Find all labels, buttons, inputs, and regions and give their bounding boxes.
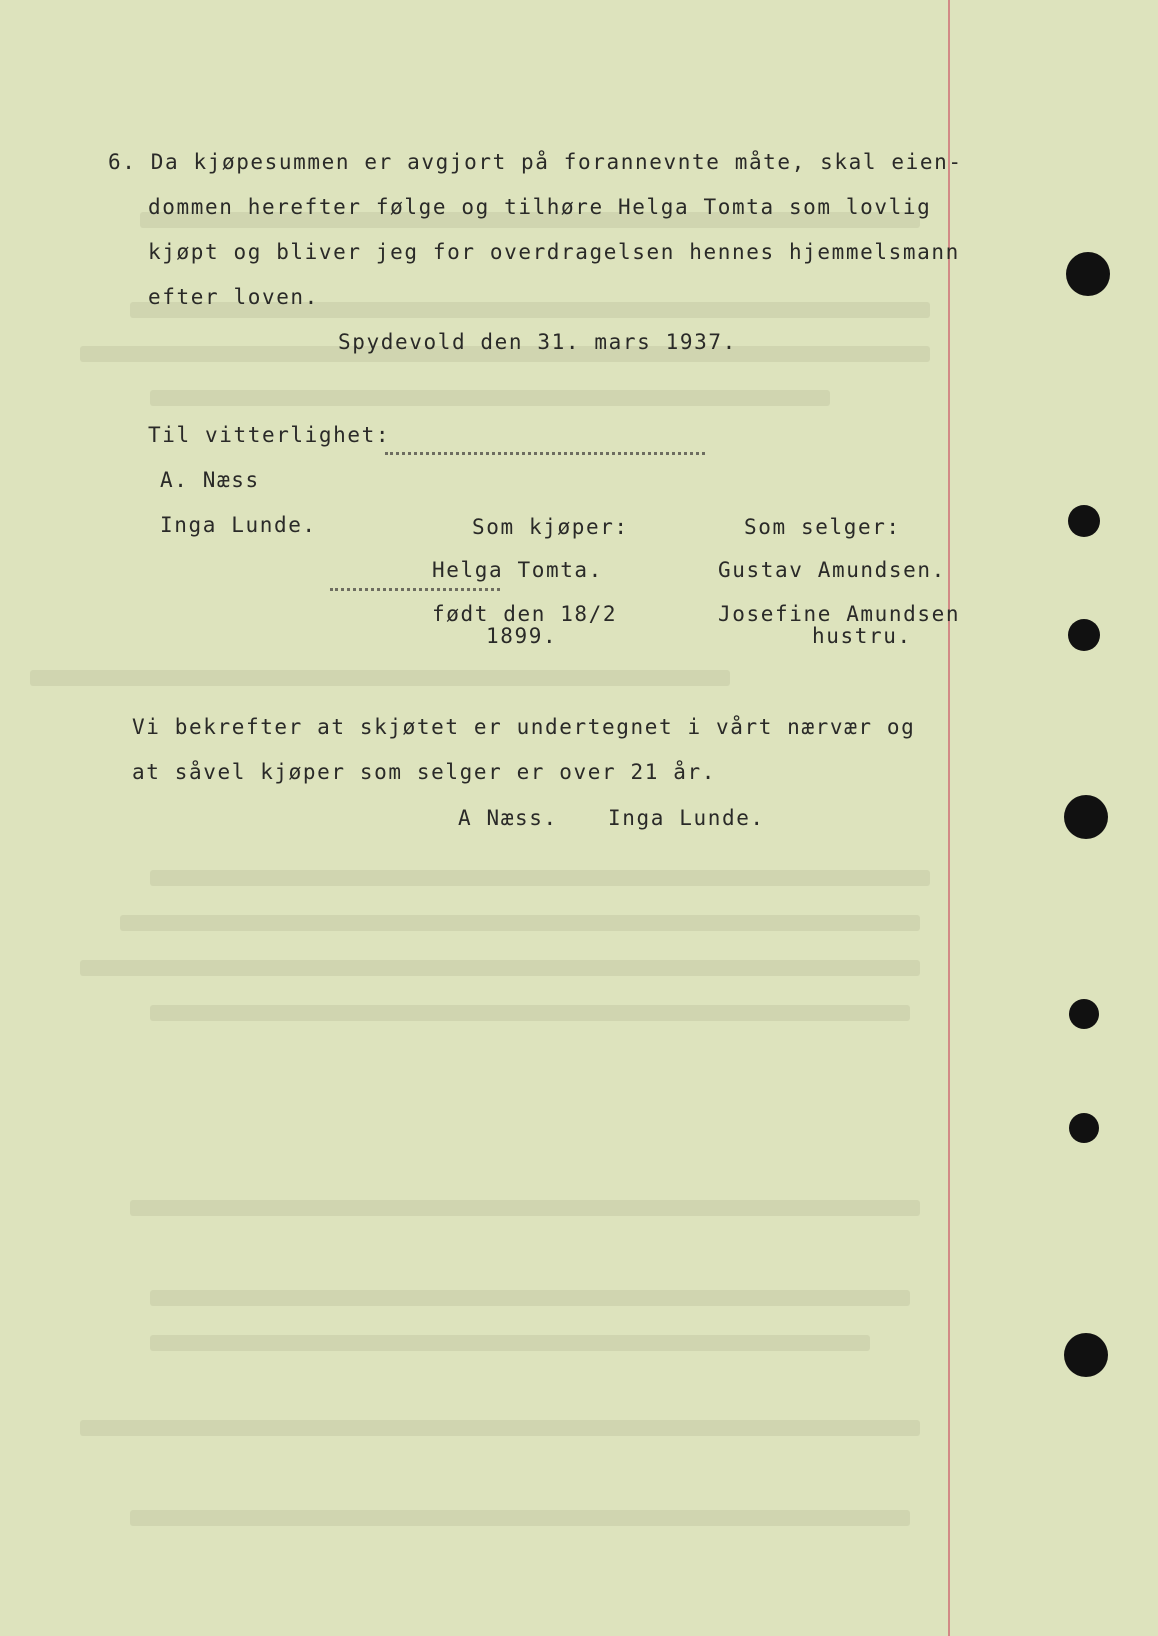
witness-name: Inga Lunde. [160, 513, 317, 537]
buyer-name: Helga Tomta. [432, 558, 603, 582]
seller-name: Josefine Amundsen [718, 602, 961, 626]
seller-name: Gustav Amundsen. [718, 558, 946, 582]
bleed-through-text [80, 1420, 920, 1436]
clause-line: efter loven. [148, 285, 319, 309]
confirmation-line: at såvel kjøper som selger er over 21 år. [132, 760, 716, 784]
place-date: Spydevold den 31. mars 1937. [338, 330, 737, 354]
signature: A Næss. [458, 806, 558, 830]
punch-hole [1066, 252, 1110, 296]
clause-line: dommen herefter følge og tilhøre Helga Tomta som lovlig [148, 195, 932, 219]
buyer-born: født den 18/2 [432, 602, 618, 626]
bleed-through-text [30, 670, 730, 686]
buyer-role: Som kjøper: [472, 515, 629, 539]
seller-title: hustru. [812, 624, 912, 648]
dotted-line [330, 588, 500, 591]
punch-hole [1064, 795, 1108, 839]
confirmation-line: Vi bekrefter at skjøtet er undertegnet i vårt nærvær og [132, 715, 916, 739]
bleed-through-text [150, 1335, 870, 1351]
bleed-through-text [80, 960, 920, 976]
bleed-through-text [130, 1510, 910, 1526]
punch-hole [1069, 999, 1099, 1029]
bleed-through-text [150, 1290, 910, 1306]
signature: Inga Lunde. [608, 806, 765, 830]
witness-name: A. Næss [160, 468, 260, 492]
bleed-through-text [150, 390, 830, 406]
bleed-through-text [150, 1005, 910, 1021]
buyer-birth-year: 1899. [486, 624, 558, 648]
dotted-line [385, 452, 705, 455]
punch-hole [1068, 505, 1100, 537]
punch-hole [1068, 619, 1100, 651]
clause-line: 6. Da kjøpesummen er avgjort på forannevnte måte, skal eien- [108, 150, 963, 174]
clause-line: kjøpt og bliver jeg for overdragelsen hennes hjemmelsmann [148, 240, 960, 264]
punch-hole [1069, 1113, 1099, 1143]
seller-role: Som selger: [744, 515, 901, 539]
punch-hole [1064, 1333, 1108, 1377]
bleed-through-text [120, 915, 920, 931]
bleed-through-text [150, 870, 930, 886]
witness-heading: Til vitterlighet: [148, 423, 391, 447]
bleed-through-text [130, 1200, 920, 1216]
